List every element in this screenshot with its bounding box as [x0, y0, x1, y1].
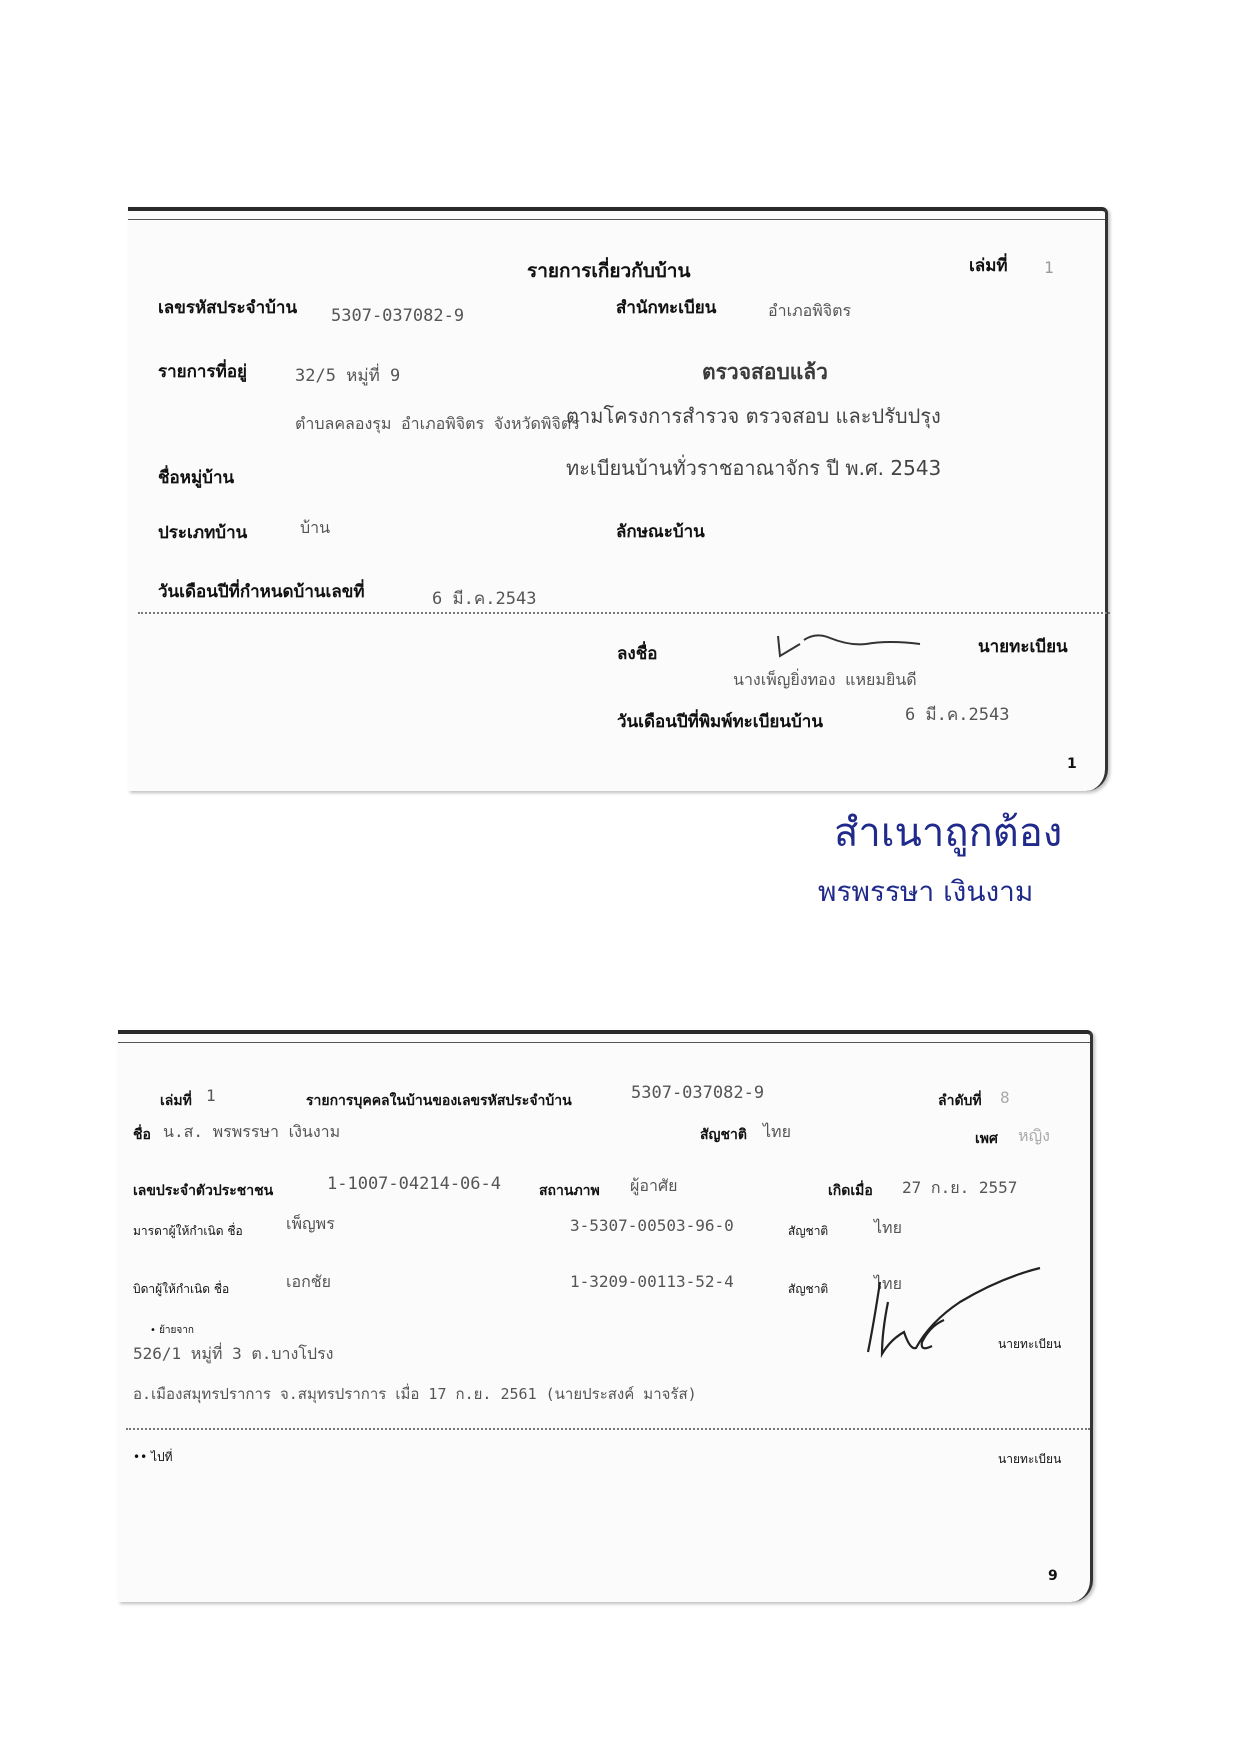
- certifier-name: พรพรรษา เงินงาม: [818, 875, 1034, 908]
- house-char-label: ลักษณะบ้าน: [616, 522, 705, 542]
- moved-from-line1: 526/1 หมู่ที่ 3 ต.บางโปรง: [133, 1344, 334, 1363]
- father-id: 1-3209-00113-52-4: [570, 1272, 734, 1291]
- card1-page-number: 1: [1067, 756, 1077, 772]
- address-label: รายการที่อยู่: [158, 362, 247, 382]
- date-assigned-label: วันเดือนปีที่กำหนดบ้านเลขที่: [158, 582, 365, 602]
- certified-copy-text: สำเนาถูกต้อง: [834, 810, 1063, 856]
- house-code-label: เลขรหัสประจำบ้าน: [158, 298, 298, 318]
- sign-label: ลงชื่อ: [617, 644, 658, 664]
- moved-from-label: • ย้ายจาก: [150, 1325, 194, 1336]
- address-line1: 32/5 หมู่ที่ 9: [295, 366, 401, 386]
- born-label: เกิดเมื่อ: [828, 1183, 873, 1199]
- father-name: เอกชัย: [286, 1272, 331, 1291]
- status-value: ผู้อาศัย: [630, 1176, 678, 1195]
- sex-label: เพศ: [975, 1131, 998, 1147]
- order-label: ลำดับที่: [938, 1093, 982, 1109]
- nationality-label: สัญชาติ: [700, 1127, 747, 1143]
- card2-registrar-label-2: นายทะเบียน: [998, 1452, 1062, 1466]
- moved-from-line2: อ.เมืองสมุทรปราการ จ.สมุทรปราการ เมื่อ 17 ก.ย. 2561 (นายประสงค์ มาจรัส): [133, 1385, 697, 1403]
- registrar-label: นายทะเบียน: [978, 637, 1068, 657]
- moved-to-label: •• ไปที่: [133, 1450, 173, 1464]
- registry-office-label: สำนักทะเบียน: [616, 298, 717, 318]
- born-value: 27 ก.ย. 2557: [902, 1178, 1018, 1197]
- card2-title: รายการบุคคลในบ้านของเลขรหัสประจำบ้าน: [306, 1093, 572, 1109]
- father-nat-label: สัญชาติ: [788, 1282, 829, 1296]
- id-label: เลขประจำตัวประชาชน: [133, 1183, 274, 1199]
- card2-book-label: เล่มที่: [160, 1093, 192, 1109]
- verified-stamp-line3: ทะเบียนบ้านทั่วราชอาณาจักร ปี พ.ศ. 2543: [566, 456, 942, 480]
- name-value: น.ส. พรพรรษา เงินงาม: [163, 1122, 341, 1141]
- print-date-value: 6 มี.ค.2543: [905, 705, 1010, 725]
- mother-nat-value: ไทย: [874, 1218, 902, 1237]
- house-code-value: 5307-037082-9: [331, 306, 465, 326]
- registrar-signature: [770, 630, 940, 670]
- card1-divider: [138, 612, 1110, 614]
- card2-house-code: 5307-037082-9: [631, 1083, 765, 1103]
- registrar-name: นางเพ็ญยิ่งทอง แหยมยินดี: [733, 670, 917, 689]
- sex-value: หญิง: [1018, 1126, 1050, 1145]
- id-value: 1-1007-04214-06-4: [327, 1174, 501, 1194]
- print-date-label: วันเดือนปีที่พิมพ์ทะเบียนบ้าน: [617, 712, 823, 732]
- order-value: 8: [1000, 1088, 1010, 1107]
- mother-nat-label: สัญชาติ: [788, 1224, 829, 1238]
- card2-book-value: 1: [206, 1086, 216, 1105]
- registry-office-value: อำเภอพิจิตร: [768, 301, 852, 320]
- card2-page-number: 9: [1048, 1568, 1058, 1584]
- house-type-value: บ้าน: [300, 518, 331, 537]
- card1-book-value: 1: [1044, 258, 1054, 277]
- nationality-value: ไทย: [763, 1122, 791, 1141]
- name-label: ชื่อ: [133, 1127, 151, 1143]
- address-line2: ตำบลคลองรุม อำเภอพิจิตร จังหวัดพิจิตร: [295, 414, 580, 433]
- mother-label: มารดาผู้ให้กำเนิด ชื่อ: [133, 1224, 243, 1238]
- card-top-rule: [128, 219, 1105, 220]
- card1-book-label: เล่มที่: [969, 256, 1008, 276]
- card2-divider: [126, 1428, 1090, 1430]
- village-label: ชื่อหมู่บ้าน: [158, 468, 235, 488]
- status-label: สถานภาพ: [539, 1183, 600, 1199]
- verified-stamp-line1: ตรวจสอบแล้ว: [702, 360, 828, 384]
- verified-stamp-line2: ตามโครงการสำรวจ ตรวจสอบ และปรับปรุง: [566, 404, 941, 428]
- mother-id: 3-5307-00503-96-0: [570, 1216, 734, 1235]
- father-label: บิดาผู้ให้กำเนิด ชื่อ: [133, 1282, 230, 1296]
- mother-name: เพ็ญพร: [286, 1214, 335, 1233]
- date-assigned-value: 6 มี.ค.2543: [432, 589, 537, 609]
- card-top-rule: [118, 1042, 1090, 1043]
- house-type-label: ประเภทบ้าน: [158, 523, 248, 543]
- card1-title: รายการเกี่ยวกับบ้าน: [527, 260, 691, 282]
- card2-registrar-label: นายทะเบียน: [998, 1337, 1062, 1351]
- father-nat-value: ไทย: [874, 1274, 902, 1293]
